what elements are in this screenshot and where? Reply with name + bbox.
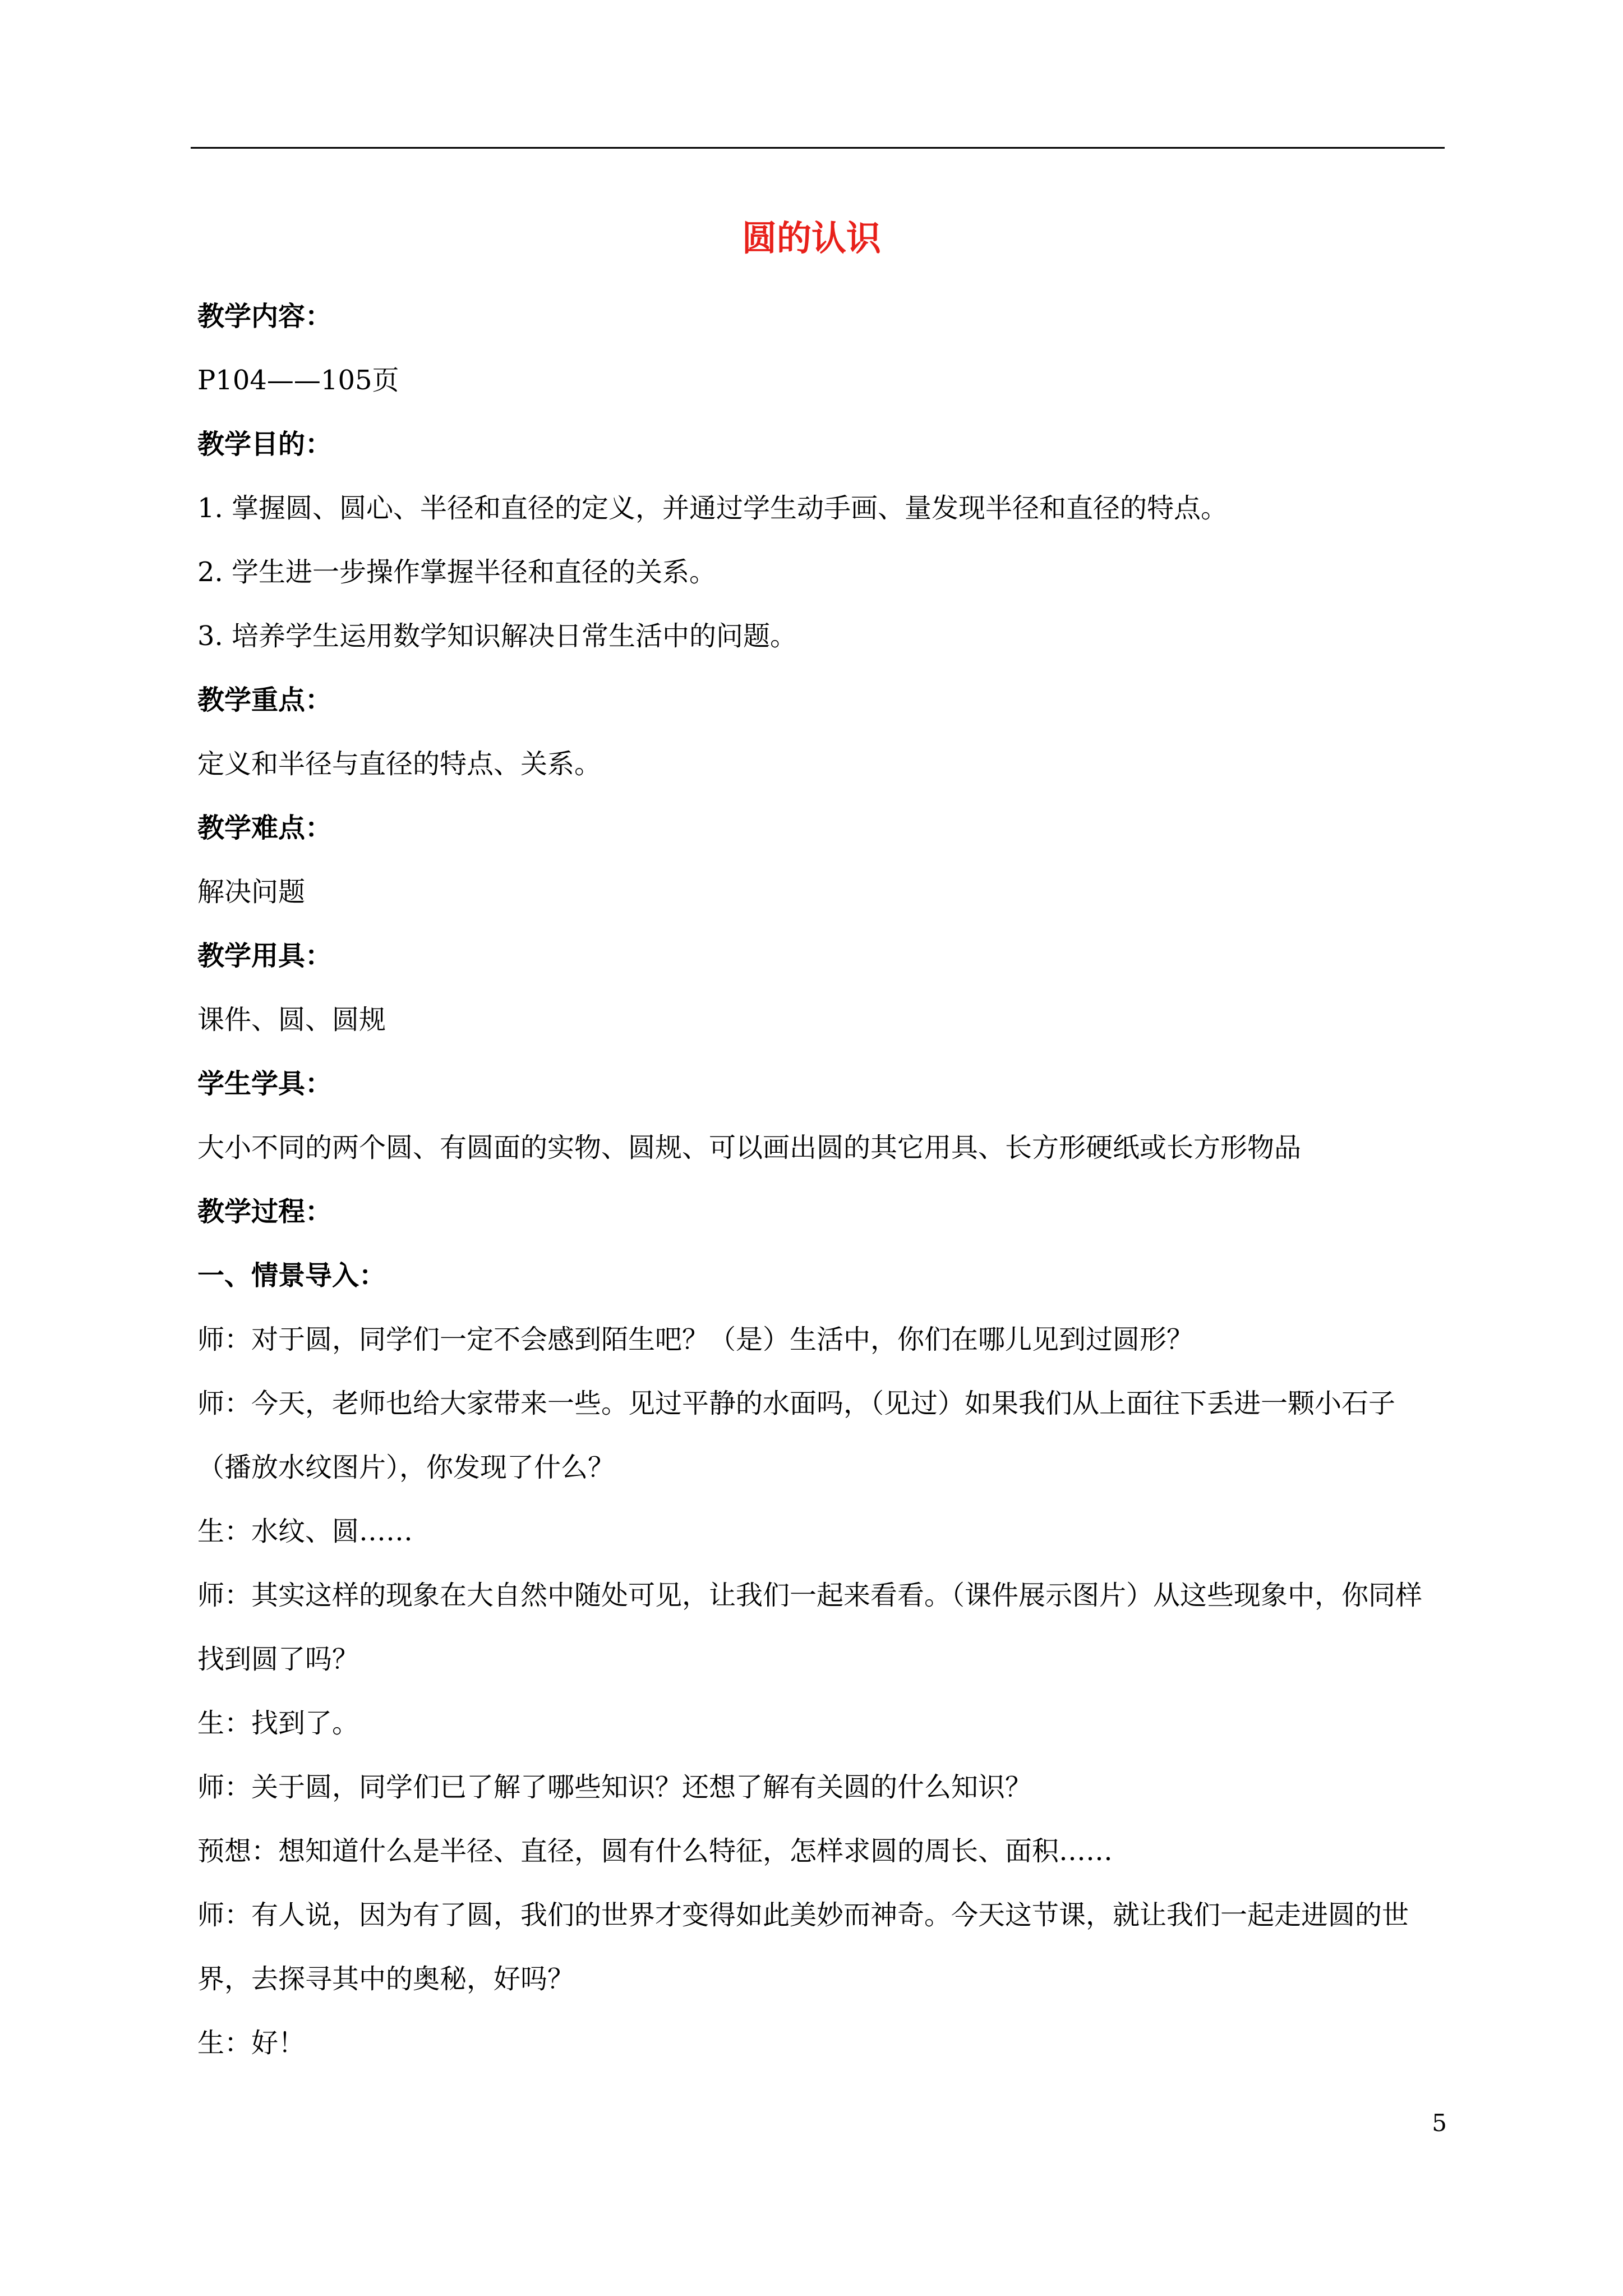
header-rule xyxy=(191,147,1445,149)
paragraph: 解决问题 xyxy=(197,876,306,908)
dialogue-line: 生：水纹、圆…… xyxy=(197,1516,413,1547)
paragraph: 定义和半径与直径的特点、关系。 xyxy=(197,748,602,780)
dialogue-line: 师：对于圆，同学们一定不会感到陌生吧？（是）生活中，你们在哪儿见到过圆形？ xyxy=(197,1324,1194,1355)
dialogue-line: 生：找到了。 xyxy=(197,1708,359,1739)
dialogue-line: 师：关于圆，同学们已了解了哪些知识？还想了解有关圆的什么知识？ xyxy=(197,1772,1032,1803)
page-title: 圆的认识 xyxy=(741,218,881,259)
heading-student-tools: 学生学具： xyxy=(197,1068,333,1099)
paragraph: 大小不同的两个圆、有圆面的实物、圆规、可以画出圆的其它用具、长方形硬纸或长方形物品 xyxy=(197,1132,1302,1163)
list-item: 3. 培养学生运用数学知识解决日常生活中的问题。 xyxy=(197,620,797,652)
list-item: 1. 掌握圆、圆心、半径和直径的定义，并通过学生动手画、量发现半径和直径的特点。 xyxy=(197,493,1228,524)
paragraph: 课件、圆、圆规 xyxy=(197,1004,386,1036)
list-item: 2. 学生进一步操作掌握半径和直径的关系。 xyxy=(197,556,717,588)
heading-difficulties: 教学难点： xyxy=(197,812,333,844)
heading-section-one: 一、情景导入： xyxy=(197,1260,386,1291)
heading-content: 教学内容： xyxy=(197,301,333,332)
dialogue-line: 师：今天，老师也给大家带来一些。见过平静的水面吗，（见过）如果我们从上面往下丢进一颗小石子（播放水纹图片），你发现了什么？ xyxy=(197,1388,1396,1483)
heading-objectives: 教学目的： xyxy=(197,429,333,460)
page-number: 5 xyxy=(1432,2109,1447,2137)
paragraph: P104——105页 xyxy=(197,365,399,396)
dialogue-line: 预想：想知道什么是半径、直径，圆有什么特征，怎样求圆的周长、面积…… xyxy=(197,1835,1113,1867)
dialogue-line: 生：好！ xyxy=(197,2027,306,2059)
heading-process: 教学过程： xyxy=(197,1196,333,1227)
dialogue-line: 师：其实这样的现象在大自然中随处可见，让我们一起来看看。（课件展示图片）从这些现象中，你同样找到圆了吗？ xyxy=(197,1580,1423,1675)
dialogue-line: 师：有人说，因为有了圆，我们的世界才变得如此美妙而神奇。今天这节课，就让我们一起走进圆的世界，去探寻其中的奥秘，好吗？ xyxy=(197,1899,1409,1995)
heading-teaching-tools: 教学用具： xyxy=(197,940,333,972)
heading-key-points: 教学重点： xyxy=(197,684,333,716)
document-body xyxy=(197,297,1448,2088)
